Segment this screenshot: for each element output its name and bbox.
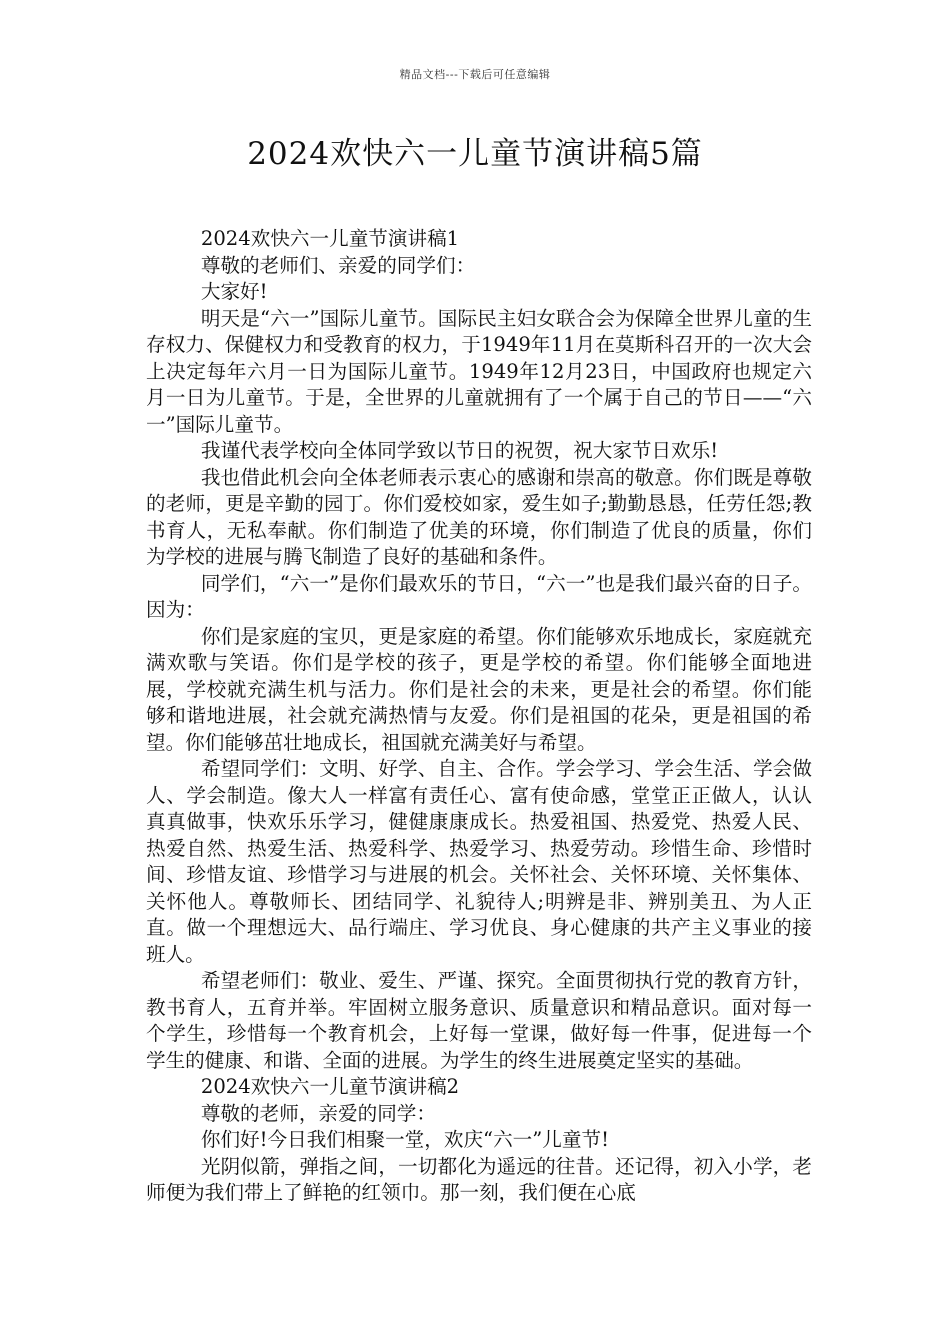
greeting: 你们好!今日我们相聚一堂，欢庆“六一”儿童节! xyxy=(200,1128,609,1151)
paragraph: 同学们，“六一”是你们最欢乐的节日，“六一”也是我们最兴奋的日子。因为： xyxy=(146,571,812,621)
document-title: 2024欢快六一儿童节演讲稿5篇 xyxy=(247,136,703,172)
paragraph: 我谨代表学校向全体同学致以节日的祝贺，祝大家节日欢乐! xyxy=(200,439,719,462)
paragraph: 光阴似箭，弹指之间，一切都化为遥远的往昔。还记得，初入小学，老师便为我们带上了鲜艳的红领巾。那一刻，我们便在心底 xyxy=(146,1154,812,1204)
section-heading-2: 2024欢快六一儿童节演讲稿2 xyxy=(200,1075,460,1098)
salutation: 尊敬的老师们、亲爱的同学们： xyxy=(200,253,476,277)
greeting: 大家好! xyxy=(200,280,268,303)
paragraph: 明天是“六一”国际儿童节。国际民主妇女联合会为保障全世界儿童的生存权力、保健权力和受教育的权力，于1949年11月在莫斯科召开的一次大会上决定每年六月一日为国际儿童节。1949年12月23日，中国政府也规定六月一日为儿童节。于是，全世界的儿童就拥有了一个属于自己的节日——“六一”国际儿童节。 xyxy=(146,306,812,436)
paragraph: 我也借此机会向全体老师表示衷心的感谢和崇高的敬意。你们既是尊敬的老师，更是辛勤的园丁。你们爱校如家，爱生如子;勤勤恳恳，任劳任怨;教书育人，无私奉献。你们制造了优美的环境，你们制造了优良的质量，你们为学校的进展与腾飞制造了良好的基础和条件。 xyxy=(146,465,812,568)
section-heading-1: 2024欢快六一儿童节演讲稿1 xyxy=(200,227,460,250)
paragraph: 你们是家庭的宝贝，更是家庭的希望。你们能够欢乐地成长，家庭就充满欢歌与笑语。你们是学校的孩子，更是学校的希望。你们能够全面地进展，学校就充满生机与活力。你们是社会的未来，更是社会的希望。你们能够和谐地进展，社会就充满热情与友爱。你们是祖国的花朵，更是祖国的希望。你们能够茁壮地成长，祖国就充满美好与希望。 xyxy=(146,624,812,754)
document-body xyxy=(146,226,812,1207)
paragraph: 希望老师们：敬业、爱生、严谨、探究。全面贯彻执行党的教育方针，教书育人，五育并举。牢固树立服务意识、质量意识和精品意识。面对每一个学生，珍惜每一个教育机会，上好每一堂课，做好每一件事，促进每一个学生的健康、和谐、全面的进展。为学生的终生进展奠定坚实的基础。 xyxy=(146,969,812,1072)
paragraph: 希望同学们：文明、好学、自主、合作。学会学习、学会生活、学会做人、学会制造。像大人一样富有责任心、富有使命感，堂堂正正做人，认认真真做事，快欢乐乐学习，健健康康成长。热爱祖国、热爱党、热爱人民、热爱自然、热爱生活、热爱科学、热爱学习、热爱劳动。珍惜生命、珍惜时间、珍惜友谊、珍惜学习与进展的机会。关怀社会、关怀环境、关怀集体、关怀他人。尊敬师长、团结同学、礼貌待人;明辨是非、辨别美丑、为人正直。做一个理想远大、品行端庄、学习优良、身心健康的共产主义事业的接班人。 xyxy=(146,757,812,966)
salutation: 尊敬的老师，亲爱的同学： xyxy=(200,1101,436,1125)
header-note: 精品文档---下载后可任意编辑 xyxy=(399,68,551,81)
